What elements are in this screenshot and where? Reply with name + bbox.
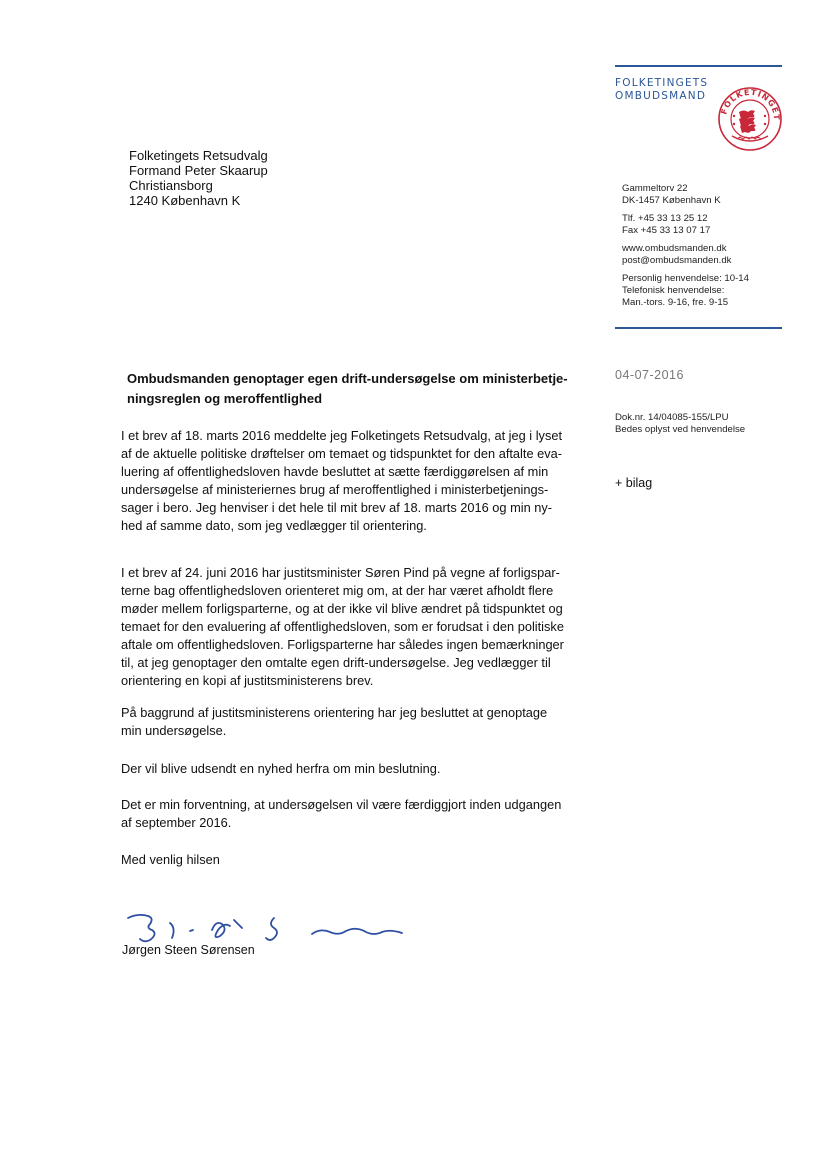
text-line: orientering en kopi af justitsministerens brev.: [121, 673, 374, 688]
paragraph-5: [121, 796, 561, 832]
contact-rule: [615, 327, 782, 329]
letter-heading: [127, 369, 568, 409]
header-rule: [615, 65, 782, 67]
recipient-line2: Formand Peter Skaarup: [129, 163, 268, 178]
text-line: hed af samme dato, som jeg vedlægger til orientering.: [121, 518, 427, 533]
hours-phone-label: Telefonisk henvendelse:: [622, 285, 725, 296]
text-line: aftale om offentlighedsloven. Forligsparterne har således ingen bemærkninger: [121, 637, 564, 652]
recipient-line3: Christiansborg: [129, 178, 213, 193]
text-line: luering af offentlighedsloven havde besluttet at sætte færdiggørelsen af min: [121, 464, 549, 479]
org-name-line2: OMBUDSMAND: [615, 90, 707, 102]
signer-name: Jørgen Steen Sørensen: [122, 943, 255, 957]
text-line: min undersøgelse.: [121, 723, 227, 738]
text-line: møder mellem forligsparterne, og at der ikke vil blive ændret på tidspunktet og: [121, 601, 563, 616]
text-line: På baggrund af justitsministerens orientering har jeg besluttet at genoptage: [121, 705, 548, 720]
paragraph-4: [121, 760, 440, 778]
heading-line: Ombudsmanden genoptager egen drift-undersøgelse om ministerbetje-: [127, 371, 568, 386]
seal-logo: [717, 86, 783, 152]
address-city: DK-1457 København K: [622, 195, 721, 206]
text-line: sager i bero. Jeg henviser i det hele til mit brev af 18. marts 2016 og min ny-: [121, 500, 553, 515]
text-line: af september 2016.: [121, 815, 232, 830]
fax-number: Fax +45 33 13 07 17: [622, 225, 711, 236]
org-name-line1: FOLKETINGETS: [615, 77, 709, 89]
attachment-note: + bilag: [615, 476, 653, 490]
hours-phone: Man.-tors. 9-16, fre. 9-15: [622, 297, 729, 308]
phone-number: Tlf. +45 33 13 25 12: [622, 213, 708, 224]
text-line: af de aktuelle politiske drøftelser om temaet og tidspunktet for den aftalte eva-: [121, 446, 563, 461]
text-line: temaet for den evaluering af offentlighedsloven, som er forudsat i den politiske: [121, 619, 564, 634]
handwritten-signature: [124, 906, 409, 948]
paragraph-2: [121, 564, 564, 690]
recipient-line4: 1240 København K: [129, 193, 241, 208]
text-line: I et brev af 24. juni 2016 har justitsminister Søren Pind på vegne af forligspar-: [121, 565, 560, 580]
document-reference: [615, 412, 745, 436]
address-street: Gammeltorv 22: [622, 183, 688, 194]
contact-block: [622, 183, 749, 309]
paragraph-1: [121, 427, 562, 535]
text-line: Det er min forventning, at undersøgelsen vil være færdiggjort inden udgangen: [121, 797, 562, 812]
heading-line: ningsreglen og meroffentlighed: [127, 391, 323, 406]
svg-text:FOLKETINGET: FOLKETINGET: [719, 87, 782, 121]
doc-number: Dok.nr. 14/04085-155/LPU: [615, 412, 729, 423]
text-line: Der vil blive udsendt en nyhed herfra om min beslutning.: [121, 761, 441, 776]
paragraph-3: [121, 704, 547, 740]
text-line: til, at jeg genoptager den omtalte egen drift-undersøgelse. Jeg vedlægger til: [121, 655, 551, 670]
text-line: undersøgelse af ministeriernes brug af meroffentlighed i ministerbetjenings-: [121, 482, 549, 497]
closing-salutation: Med venlig hilsen: [121, 852, 220, 867]
website: www.ombudsmanden.dk: [622, 243, 727, 254]
letter-date: 04-07-2016: [615, 368, 684, 382]
text-line: terne bag offentlighedsloven orienteret mig om, at der har været afholdt flere: [121, 583, 554, 598]
recipient-address: [129, 148, 268, 208]
org-name: [615, 77, 708, 103]
recipient-line1: Folketingets Retsudvalg: [129, 148, 268, 163]
text-line: I et brev af 18. marts 2016 meddelte jeg Folketingets Retsudvalg, at jeg i lyset: [121, 428, 563, 443]
hours-personal: Personlig henvendelse: 10-14: [622, 273, 749, 284]
email: post@ombudsmanden.dk: [622, 255, 732, 266]
doc-reference-note: Bedes oplyst ved henvendelse: [615, 424, 746, 435]
